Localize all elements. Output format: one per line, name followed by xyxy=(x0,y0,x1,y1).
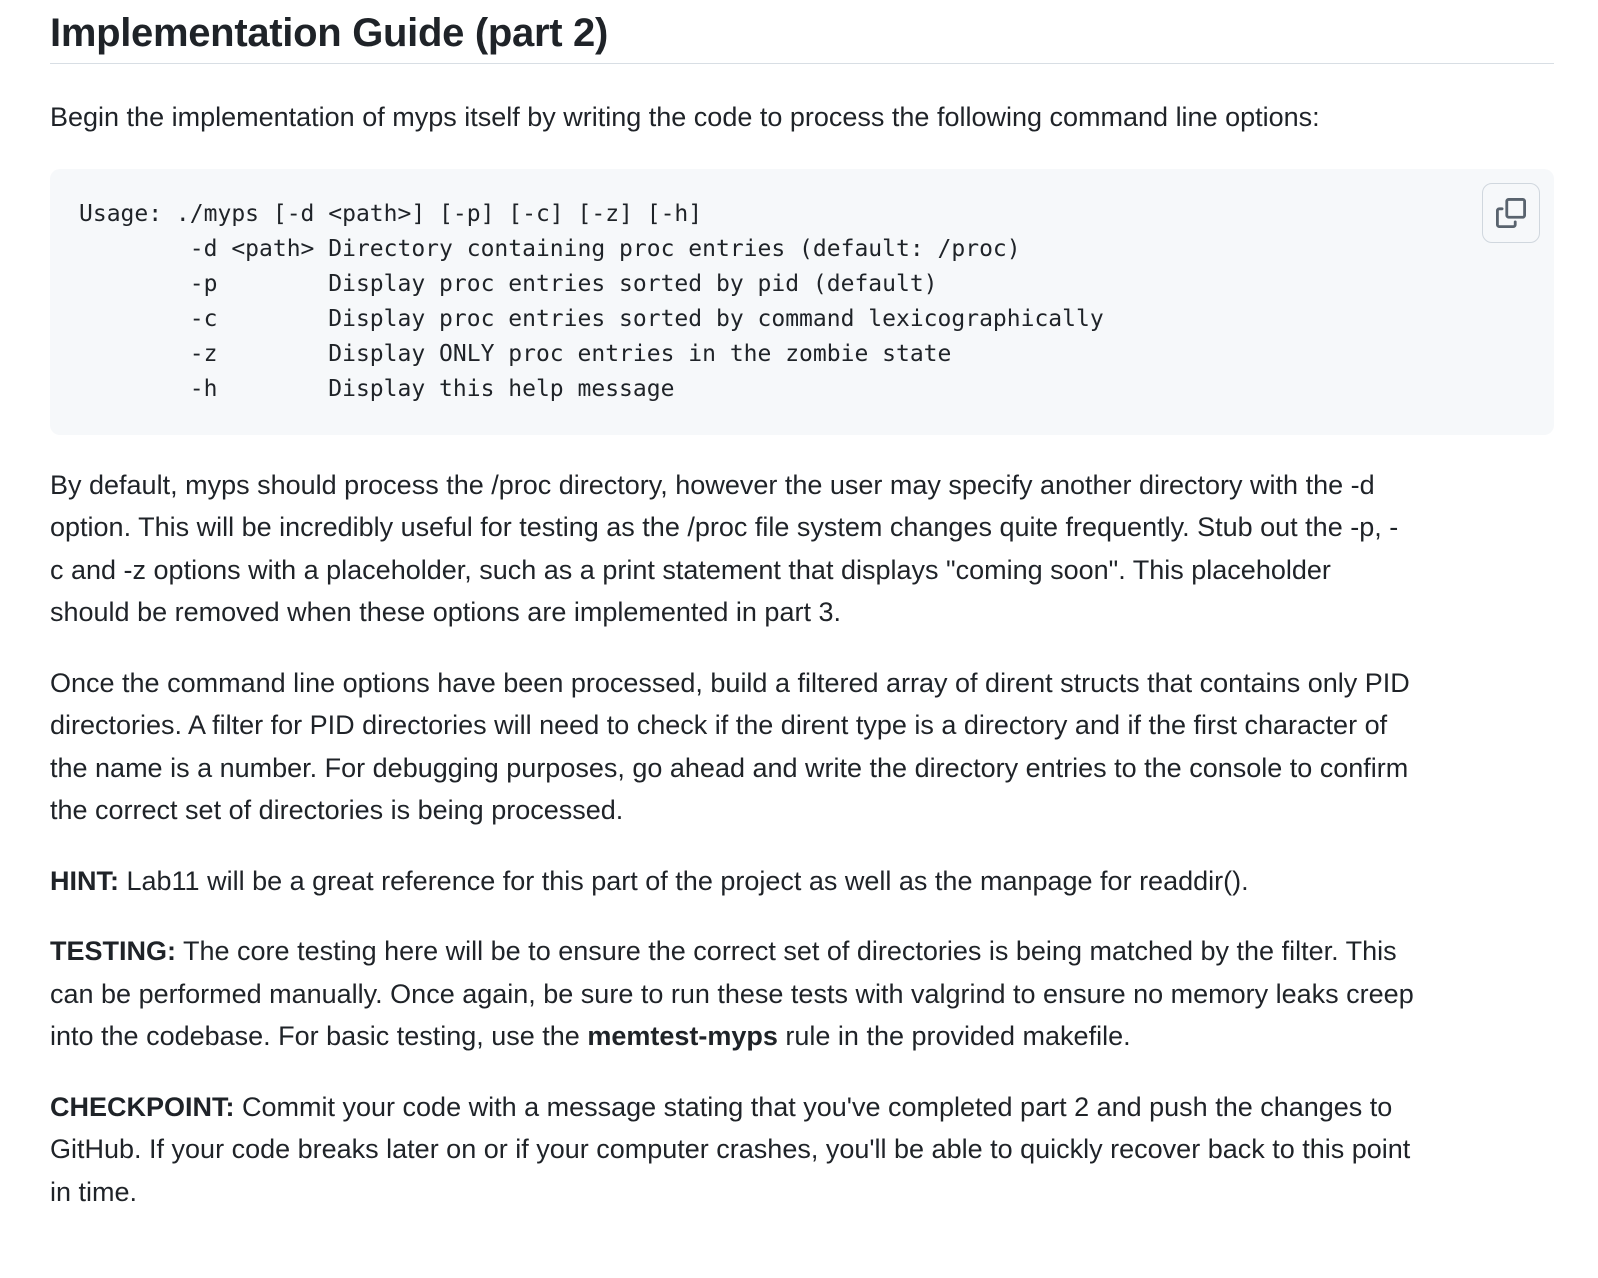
markdown-body xyxy=(50,0,1554,1213)
text-line: Once the command line options have been processed, build a filtered array of dirent structs that contains only PID xyxy=(50,667,1410,698)
makefile-rule-name: memtest-myps xyxy=(587,1021,778,1051)
text-line: rule in the provided makefile. xyxy=(777,1021,1131,1051)
checkpoint-label: CHECKPOINT: xyxy=(50,1091,235,1122)
copy-icon xyxy=(1496,198,1526,228)
testing-paragraph xyxy=(50,930,1554,1058)
copy-button[interactable] xyxy=(1482,183,1540,243)
code-line: -z Display ONLY proc entries in the zombie state xyxy=(79,340,952,367)
text-line: in time. xyxy=(50,1176,138,1207)
hint-paragraph xyxy=(50,860,1554,903)
text-line: GitHub. If your code breaks later on or if your computer crashes, you'll be able to quickly recover back to this point xyxy=(50,1134,1411,1164)
section-heading: Implementation Guide (part 2) xyxy=(50,0,1554,64)
filter-paragraph xyxy=(50,662,1554,832)
text-line: the name is a number. For debugging purposes, go ahead and write the directory entries to the console to confirm xyxy=(50,752,1409,783)
code-line: Usage: ./myps [-d <path>] [-p] [-c] [-z] [-h] xyxy=(79,200,703,227)
text-line: By default, myps should process the /proc directory, however the user may specify another directory with the -d xyxy=(50,469,1375,500)
code-line: -c Display proc entries sorted by command lexicographically xyxy=(79,305,1104,332)
code-block xyxy=(50,169,1554,435)
intro-paragraph: Begin the implementation of myps itself by writing the code to process the following command line options: xyxy=(50,102,1320,132)
text-line: can be performed manually. Once again, be sure to run these tests with valgrind to ensure no memory leaks creep xyxy=(50,978,1414,1009)
text-line: option. This will be incredibly useful for testing as the /proc file system changes quite frequently. Stub out the -p, - xyxy=(50,512,1399,542)
testing-label: TESTING: xyxy=(50,936,176,966)
hint-label: HINT: xyxy=(50,865,119,896)
text-line: The core testing here will be to ensure the correct set of directories is being matched by the filter. This xyxy=(176,936,1397,966)
code-line: -d <path> Directory containing proc entries (default: /proc) xyxy=(79,235,1021,262)
text-line: should be removed when these options are implemented in part 3. xyxy=(50,597,841,627)
code-line: -h Display this help message xyxy=(79,375,675,402)
checkpoint-paragraph xyxy=(50,1086,1554,1214)
code-line: -p Display proc entries sorted by pid (default) xyxy=(79,270,938,297)
text-line: the correct set of directories is being processed. xyxy=(50,795,624,825)
default-dir-paragraph xyxy=(50,464,1554,634)
hint-text: Lab11 will be a great reference for this part of the project as well as the manpage for readdir(). xyxy=(119,865,1249,896)
text-line: Commit your code with a message stating that you've completed part 2 and push the changes to xyxy=(234,1091,1393,1122)
text-line: c and -z options with a placeholder, such as a print statement that displays "coming soon". This placeholder xyxy=(50,554,1331,585)
text-line: directories. A filter for PID directories will need to check if the dirent type is a directory and if the first character of xyxy=(50,710,1388,740)
text-line: into the codebase. For basic testing, use the xyxy=(50,1021,588,1051)
